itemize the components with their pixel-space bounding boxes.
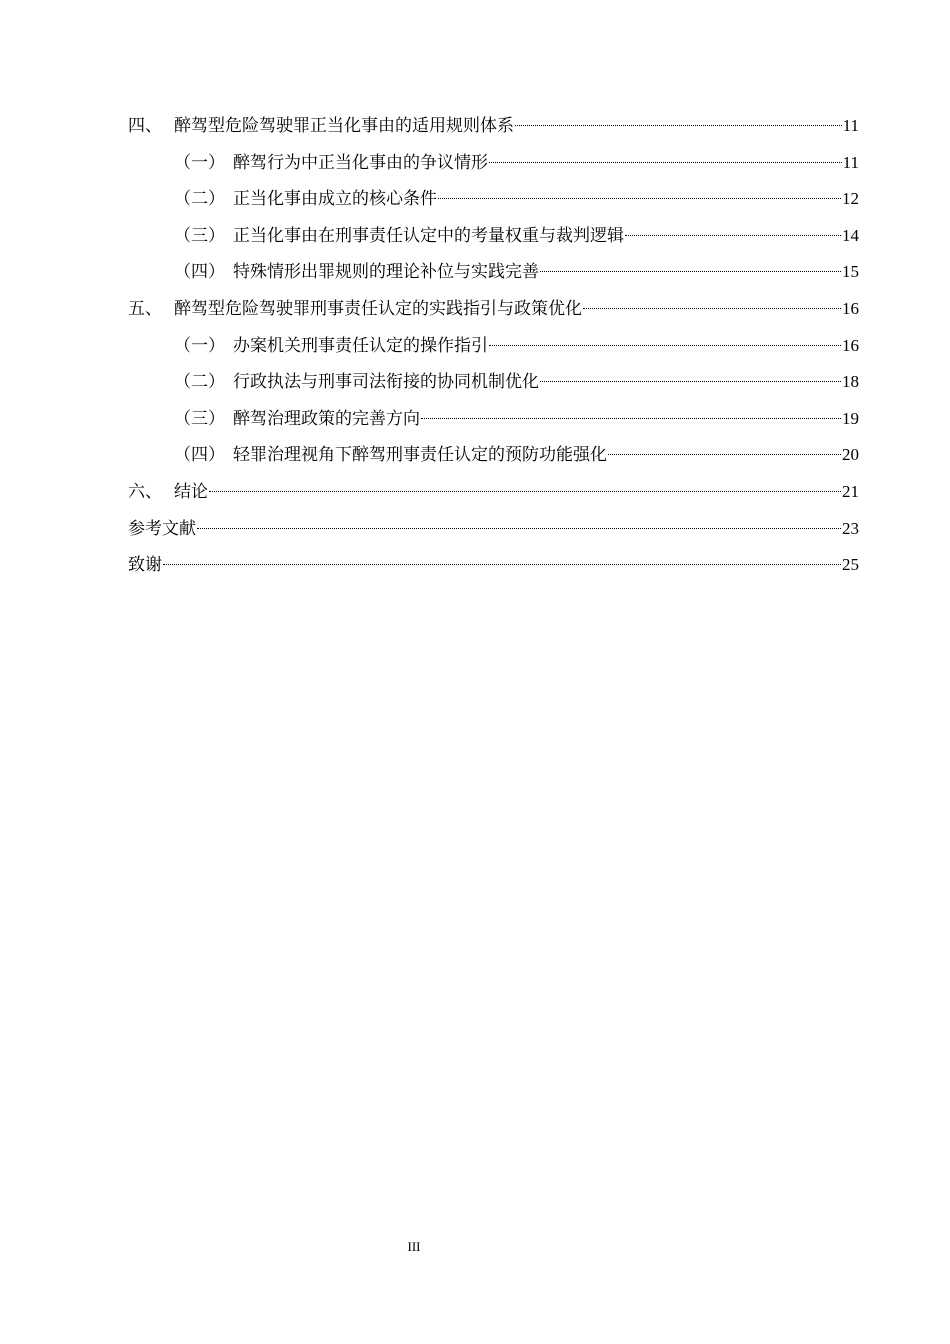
dot-leader [489, 345, 841, 346]
toc-entry-page: 21 [842, 481, 859, 501]
toc-entry[interactable] [128, 547, 859, 584]
toc-entry-page: 16 [842, 335, 859, 355]
dot-leader [583, 308, 841, 309]
toc-entry[interactable] [128, 401, 859, 438]
toc-entry-number: （二） [174, 189, 225, 210]
toc-entry[interactable] [128, 474, 859, 511]
toc-entry-number: （三） [174, 408, 225, 429]
dot-leader [197, 528, 841, 529]
toc-entry-page: 19 [842, 408, 859, 428]
toc-entry-page: 15 [842, 262, 859, 282]
table-of-contents [128, 108, 859, 584]
toc-entry-number: （四） [174, 262, 225, 283]
toc-entry-page: 11 [842, 116, 859, 135]
page-number: III [407, 1239, 421, 1254]
toc-entry-number: 五、 [128, 298, 162, 319]
dot-leader [608, 454, 841, 455]
toc-entry-number: 六、 [128, 481, 162, 502]
toc-entry[interactable] [128, 108, 859, 145]
toc-entry-page: 20 [842, 445, 859, 465]
toc-entry-number: 四、 [128, 116, 162, 136]
toc-entry-title: 醉驾行为中正当化事由的争议情形 [233, 152, 488, 173]
toc-entry-title: 轻罪治理视角下醉驾刑事责任认定的预防功能强化 [233, 445, 607, 466]
toc-entry-title: 特殊情形出罪规则的理论补位与实践完善 [233, 262, 539, 283]
toc-entry-title: 办案机关刑事责任认定的操作指引 [233, 335, 488, 356]
toc-entry[interactable] [128, 181, 859, 218]
toc-entry-title: 正当化事由在刑事责任认定中的考量权重与裁判逻辑 [233, 225, 624, 246]
toc-entry-number: （四） [174, 445, 225, 466]
dot-leader [421, 418, 841, 419]
toc-entry-number: （一） [174, 152, 225, 173]
toc-entry-page: 16 [842, 298, 859, 318]
dot-leader [438, 198, 841, 199]
toc-entry[interactable] [128, 291, 859, 328]
dot-leader [625, 235, 841, 236]
toc-entry[interactable] [128, 328, 859, 365]
toc-entry[interactable] [128, 364, 859, 401]
toc-entry-number: （二） [174, 372, 225, 393]
toc-entry[interactable] [128, 145, 859, 182]
toc-entry-title: 醉驾治理政策的完善方向 [233, 408, 420, 429]
toc-entry-title: 结论 [174, 481, 208, 502]
toc-entry[interactable] [128, 254, 859, 291]
toc-entry-page: 18 [842, 372, 859, 392]
dot-leader [163, 564, 841, 565]
toc-entry-title: 正当化事由成立的核心条件 [233, 189, 437, 210]
toc-entry-number: （一） [174, 335, 225, 356]
dot-leader [515, 125, 842, 126]
toc-entry-page: 25 [842, 555, 859, 575]
toc-entry-page: 14 [842, 225, 859, 245]
toc-entry[interactable] [128, 511, 859, 548]
toc-entry-title: 行政执法与刑事司法衔接的协同机制优化 [233, 372, 539, 393]
toc-entry[interactable] [128, 218, 859, 255]
toc-entry-number: （三） [174, 225, 225, 246]
toc-entry-page: 23 [842, 518, 859, 538]
dot-leader [489, 162, 842, 163]
toc-entry[interactable] [128, 437, 859, 474]
toc-entry-page: 12 [842, 189, 859, 209]
dot-leader [540, 271, 841, 272]
toc-entry-title: 醉驾型危险驾驶罪正当化事由的适用规则体系 [174, 116, 514, 136]
toc-entry-title: 醉驾型危险驾驶罪刑事责任认定的实践指引与政策优化 [174, 298, 582, 319]
toc-entry-page: 11 [842, 152, 859, 172]
dot-leader [540, 381, 841, 382]
dot-leader [209, 491, 841, 492]
toc-entry-title: 参考文献 [128, 518, 196, 539]
toc-entry-title: 致谢 [128, 555, 162, 576]
